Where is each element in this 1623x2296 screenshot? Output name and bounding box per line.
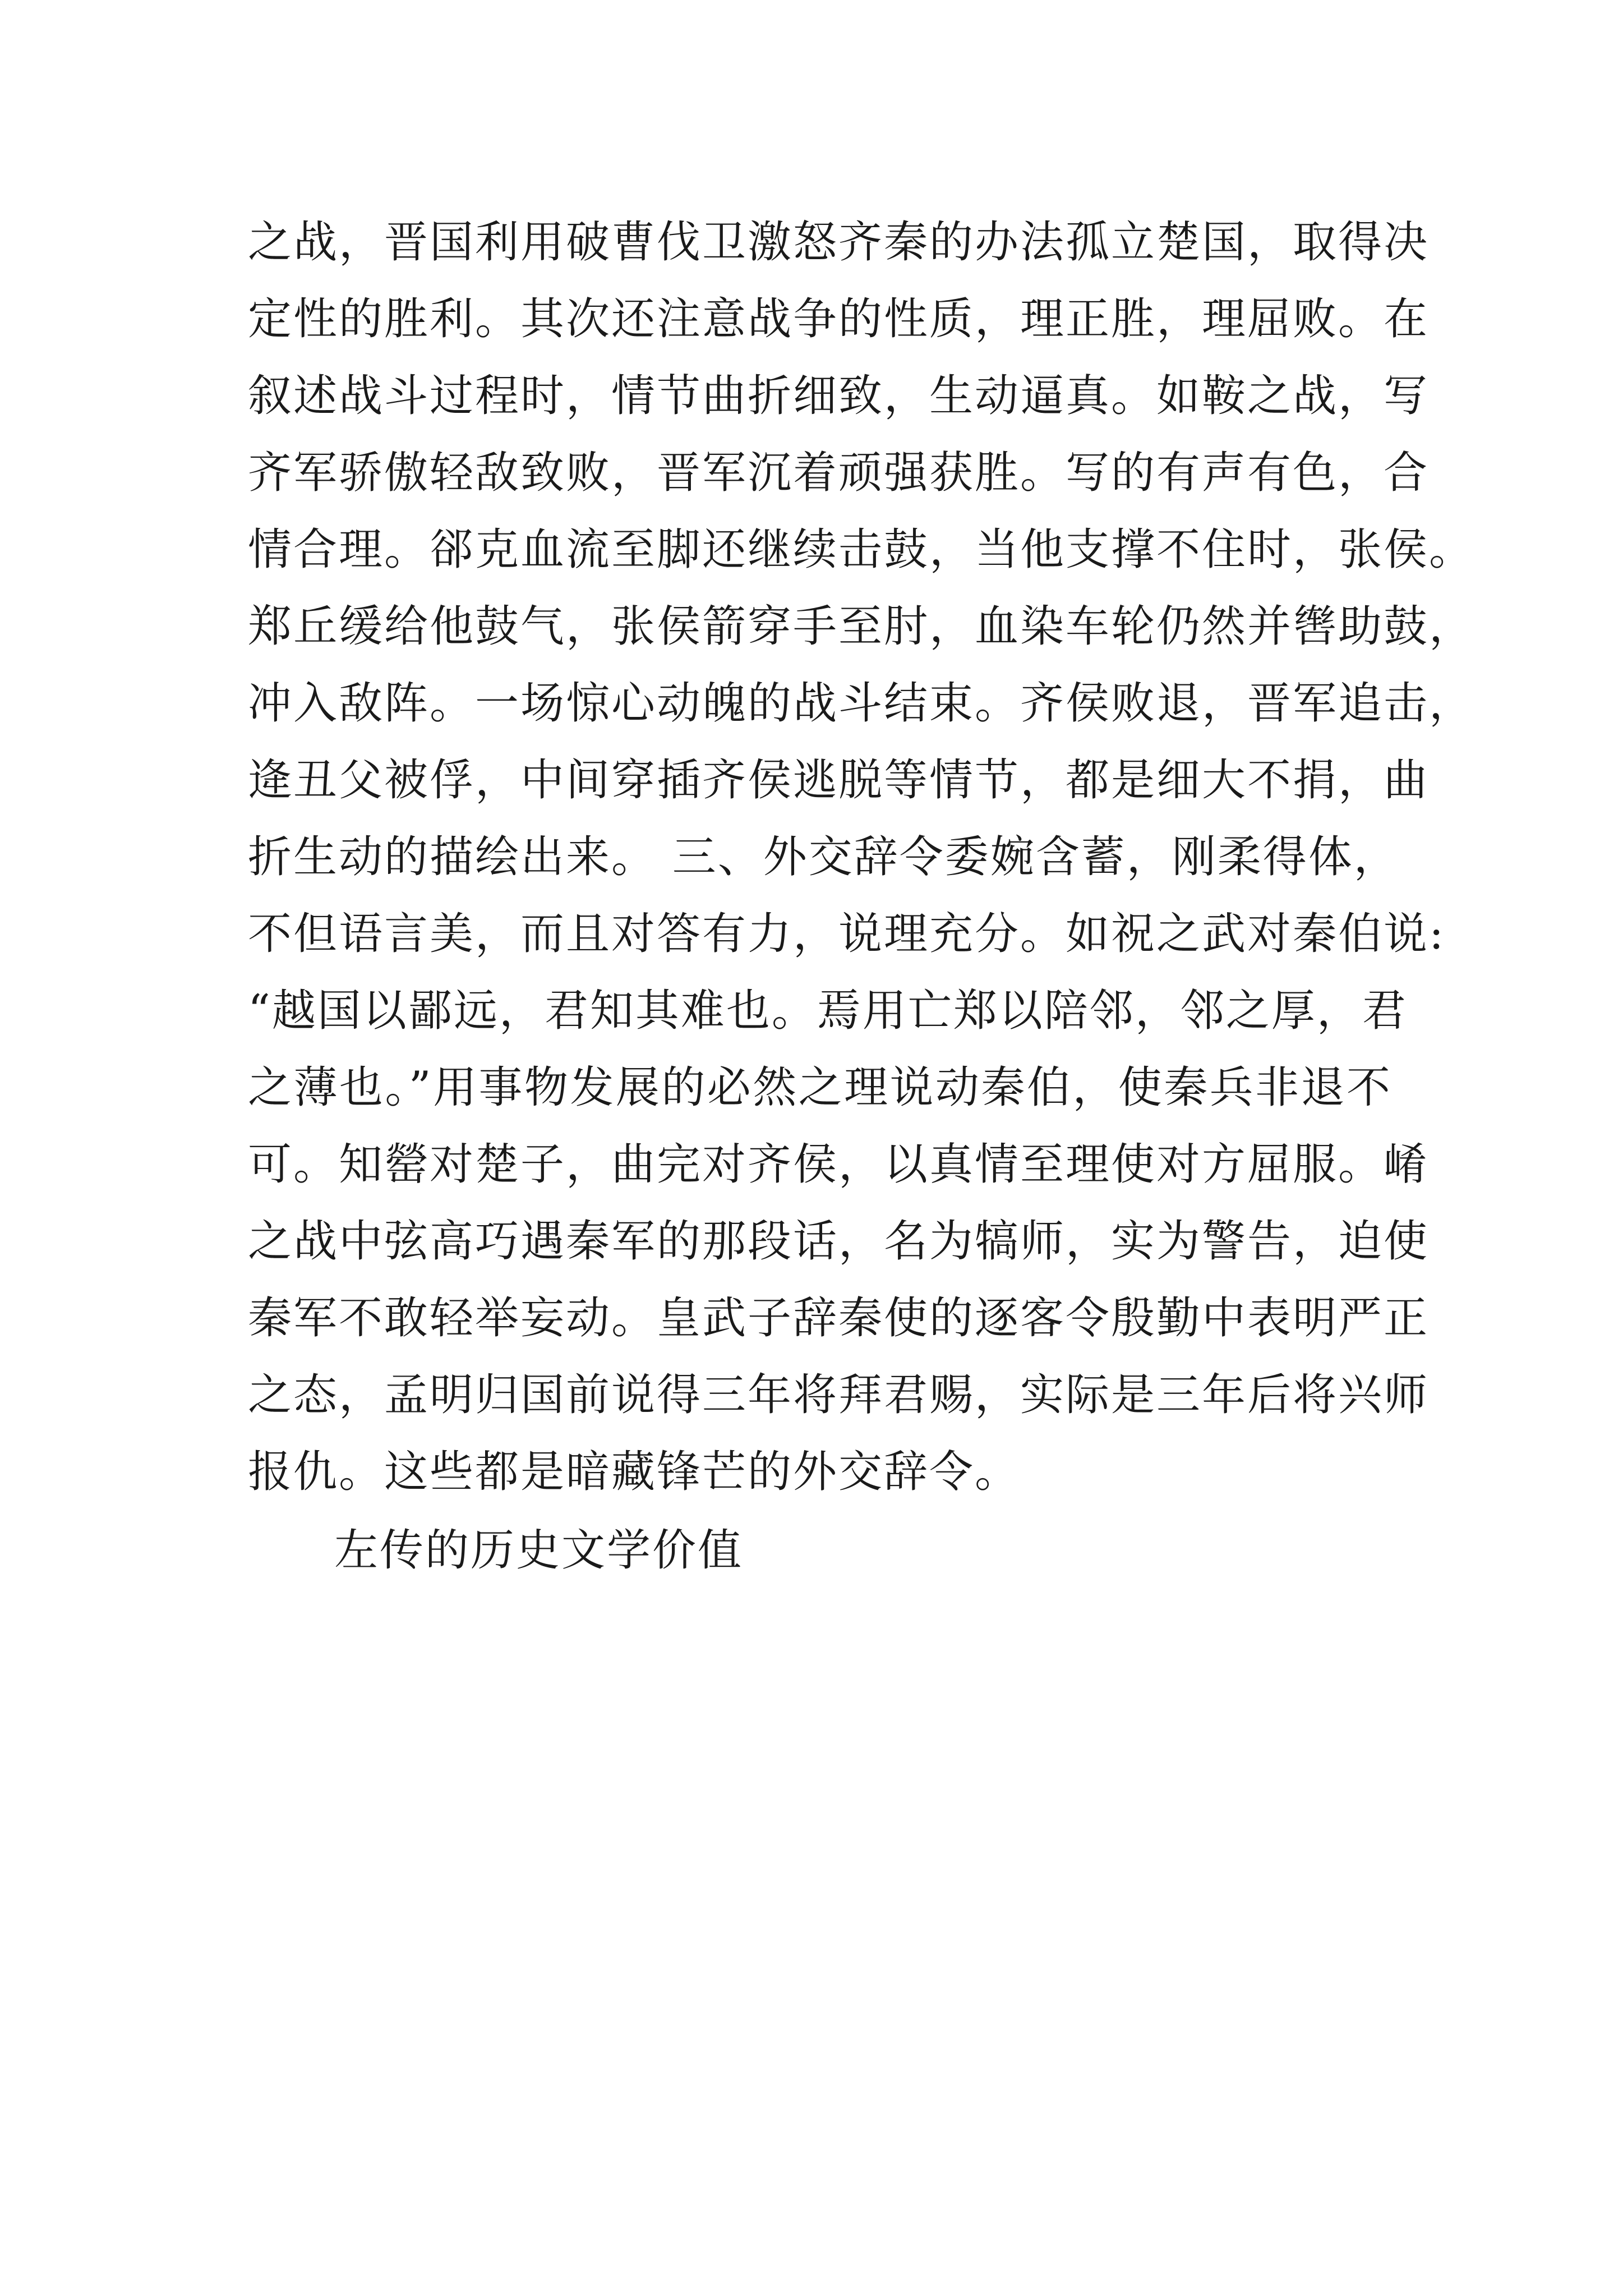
text-line: 郑丘缓给他鼓气，张侯箭穿手至肘，血染车轮仍然并辔助鼓， [248,601,1475,652]
text-line: 之战，晋国利用破曹伐卫激怒齐秦的办法孤立楚国，取得决 [248,217,1430,268]
text-line: 定性的胜利。其次还注意战争的性质，理正胜，理屈败。在 [248,294,1430,344]
text-line: 逄丑父被俘，中间穿插齐侯逃脱等情节，都是细大不捐，曲 [248,755,1430,806]
section-heading: 左传的历史文学价值 [334,1525,744,1576]
text-line: 不但语言美，而且对答有力，说理充分。如祝之武对秦伯说: [248,909,1446,959]
text-line: 折生动的描绘出来。 三、外交辞令委婉含蓄，刚柔得体， [248,832,1399,882]
body-text [248,214,1475,1521]
text-line: 之态，孟明归国前说得三年将拜君赐，实际是三年后将兴师 [248,1370,1430,1420]
text-line: 齐军骄傲轻敌致败，晋军沉着顽强获胜。写的有声有色，合 [248,448,1430,498]
text-line: “越国以鄙远，君知其难也。焉用亡郑以陪邻，邻之厚，君 [248,986,1408,1036]
text-line: 报仇。这些都是暗藏锋芒的外交辞令。 [248,1447,1021,1497]
text-line: 秦军不敢轻举妄动。皇武子辞秦使的逐客令殷勤中表明严正 [248,1293,1430,1343]
text-line: 之薄也。”用事物发展的必然之理说动秦伯，使秦兵非退不 [248,1062,1392,1113]
text-line: 情合理。郤克血流至脚还继续击鼓，当他支撑不住时，张侯。 [248,524,1475,575]
text-line: 之战中弦高巧遇秦军的那段话，名为犒师，实为警告，迫使 [248,1216,1430,1267]
text-line: 冲入敌阵。一场惊心动魄的战斗结束。齐侯败退，晋军追击， [248,678,1475,729]
text-line: 可。知罃对楚子，曲完对齐侯，以真情至理使对方屈服。崤 [248,1139,1430,1190]
text-line: 叙述战斗过程时，情节曲折细致，生动逼真。如鞍之战，写 [248,371,1430,421]
